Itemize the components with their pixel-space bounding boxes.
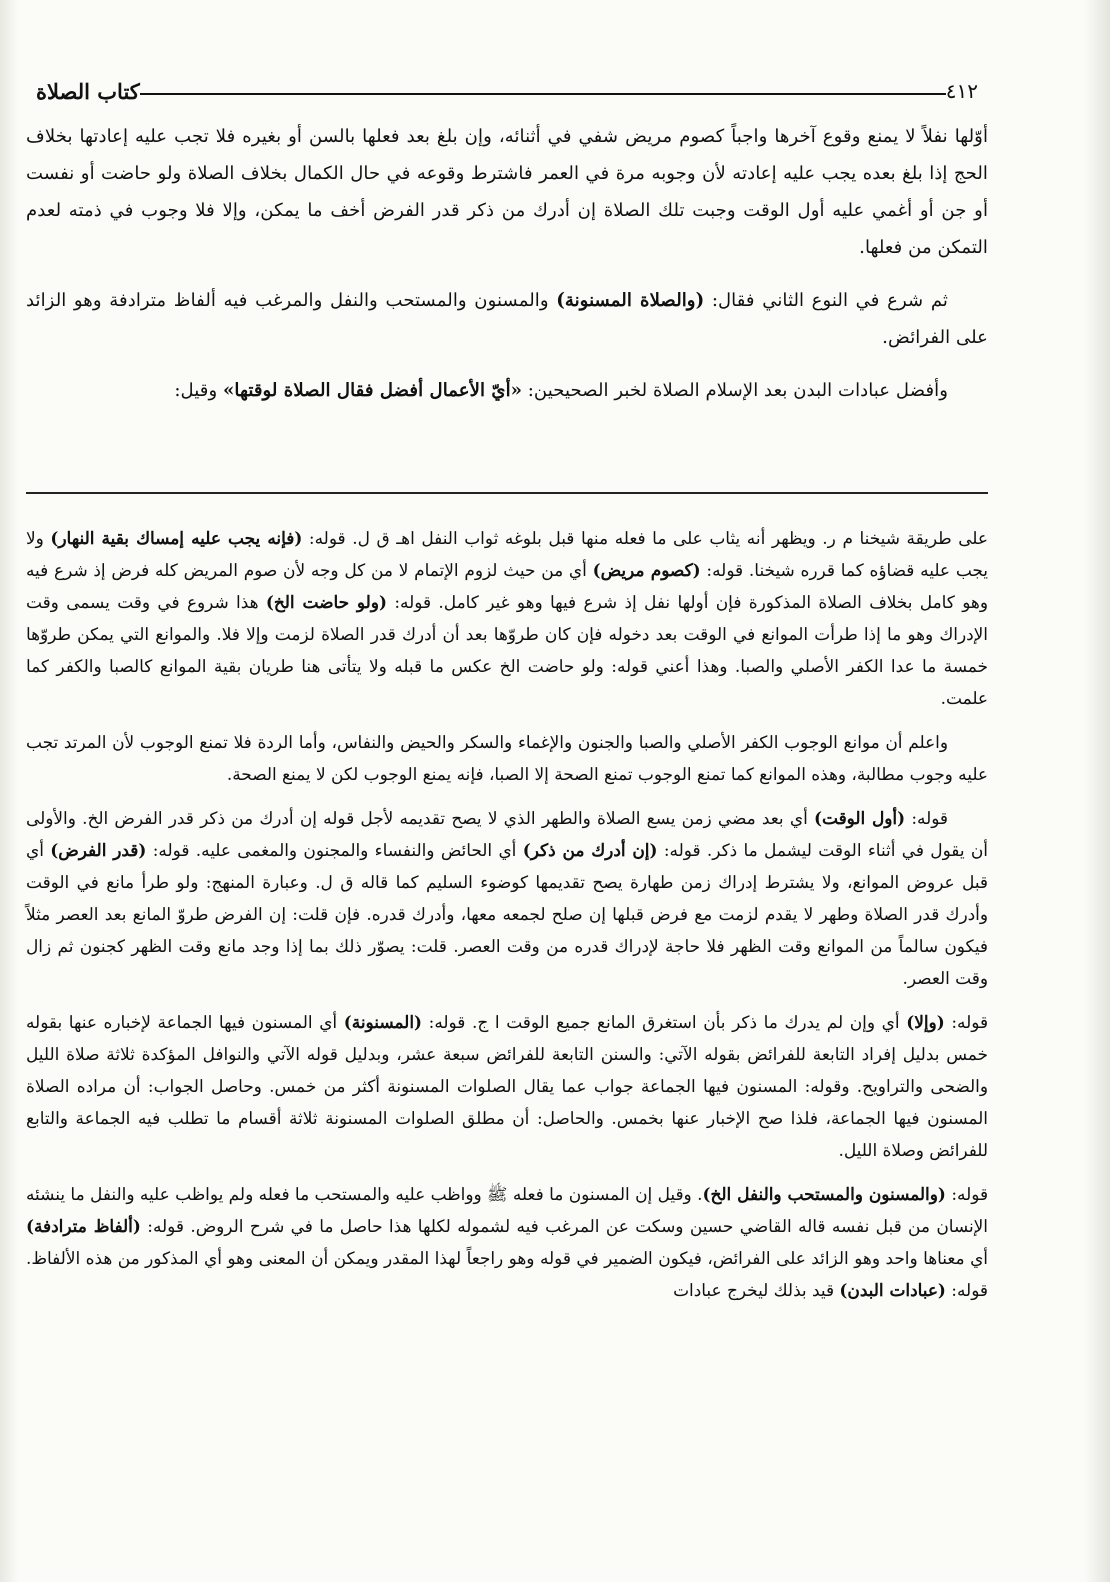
- bold-quote: (إن أدرك من ذكر): [522, 840, 658, 860]
- text-run: ثم شرع في النوع الثاني فقال:: [704, 290, 948, 311]
- text-run: أي من حيث لزوم الإتمام لا من كل وجه لأن صوم المريض كله فرض إذ شرع فيه وهو كامل بخلاف الصلاة المذكورة فإن أولها نفل إذ شرع فيها وهو غير كامل. قوله:: [26, 560, 988, 612]
- text-run: أي وإن لم يدرك ما ذكر بأن استغرق المانع جميع الوقت ا ج. قوله:: [422, 1012, 907, 1032]
- bold-quote: (ألفاظ مترادفة): [26, 1216, 141, 1236]
- bold-quote: (أول الوقت): [814, 808, 906, 828]
- commentary-paragraph-3: [26, 802, 988, 994]
- scan-edge-left: [0, 0, 18, 1582]
- page-number: ٤١٢: [945, 79, 978, 103]
- bold-quote: (عبادات البدن): [839, 1280, 946, 1300]
- text-run: أي المسنون فيها الجماعة لإخباره عنها بقوله خمس بدليل إفراد التابعة للفرائض بقوله الآتي: والسنن التابعة للفرائض سبعة عشر، وبدليل قوله الآتي والنوافل المؤكدة ثلاثة صلاة الليل والضحى والتراويح. وقوله: المسنون فيها الجماعة جواب عما يقال الصلوات المسنونة أكثر من خمس. وحاصل الجواب: أن مراده الصلاة المسنون فيها الجماعة، فلذا صح الإخبار عنها بخمس. والحاصل: أن مطلق الصلوات المسنونة ثلاثة أقسام ما تطلب فيه الجماعة والتابع للفرائض وصلاة الليل.: [26, 1012, 988, 1160]
- bold-quote: (والصلاة المسنونة): [556, 290, 705, 311]
- text-run: هذا شروع في وقت يسمى وقت الإدراك وهو ما إذا طرأت الموانع في الوقت بعد دخوله فإن كان طروّها بعد أن أدرك قدر الصلاة لزمت وإلا فلا. والموانع التي يمكن طروّها خمسة ما عدا الكفر الأصلي والصبا. وهذا أعني قوله: ولو حاضت الخ عكس ما قبله ولا يتأتى هنا طريان بقية الموانع كالصبا والكفر كما علمت.: [26, 592, 988, 708]
- bold-quote: (ولو حاضت الخ): [265, 592, 387, 612]
- text-run: أي قبل عروض الموانع، ولا يشترط إدراك زمن طهارة يصح تقديمها كوضوء السليم كما قاله ق ل. وعبارة المنهج: ولو طرأ مانع في الوقت وأدرك قدر الصلاة وطهر لا يقدم لزمت مع فرض قبلها إن صلح لجمعه معها، وأدرك قدره. فإن قلت: إن الفرض طروّ المانع بعد العصر مثلاً فيكون سالماً من الموانع وقت الظهر فلا حاجة لإدراك قدره من وقت العصر. قلت: يصوّر ذلك بما إذا وجد مانع وقت الظهر كجنون ثم زال وقت العصر.: [26, 840, 988, 988]
- bold-quote: (المسنونة): [343, 1012, 423, 1032]
- bold-quote: (والمسنون والمستحب والنفل الخ): [702, 1184, 946, 1204]
- main-paragraph-1: [26, 118, 988, 266]
- bold-quote: (قدر الفرض): [50, 840, 147, 860]
- text-run: وأفضل عبادات البدن بعد الإسلام الصلاة لخبر الصحيحين:: [522, 380, 948, 401]
- text-run: أي معناها واحد وهو الزائد على الفرائض، فيكون الضمير في قوله وهو راجعاً لهذا المقدر ويمكن أن المعنى وهو أي المذكور من هذه الألفاظ. قوله:: [26, 1248, 988, 1300]
- text-run: . وقيل إن المسنون ما فعله ﷺ وواظب عليه والمستحب ما فعله ولم يواظب عليه والنفل ما ينشئه الإنسان من قبل نفسه قاله القاضي حسين وسكت عن المرغب فيه لشموله لكلها هذا حاصل ما في شرح الروض. قوله:: [26, 1184, 988, 1236]
- bold-quote: «أيّ الأعمال أفضل فقال الصلاة لوقتها»: [223, 380, 523, 401]
- commentary-paragraph-5: [26, 1178, 988, 1306]
- text-run: قوله:: [905, 808, 949, 828]
- commentary-paragraph-1: [26, 522, 988, 714]
- text-run: وقيل:: [174, 380, 224, 401]
- text-run: أوّلها نفلاً لا يمنع وقوع آخرها واجباً كصوم مريض شفي في أثنائه، وإن بلغ بعد فعلها بالسن أو بغيره فلا تجب عليه إعادتها بخلاف الحج إذا بلغ بعده يجب عليه إعادته لأن وجوبه مرة في العمر فاشترط وقوعه في حال الكمال بخلاف الصلاة ولو حاضت أو نفست أو جن أو أغمي عليه أول الوقت وجبت تلك الصلاة إن أدرك من ذكر قدر الفرض أخف ما يمكن، وإلا فلا وجوب في ذمته لعدم التمكن من فعلها.: [26, 126, 988, 258]
- text-run: ولا يجب عليه قضاؤه كما قرره شيخنا. قوله:: [26, 528, 989, 580]
- commentary-paragraph-2: [26, 726, 988, 790]
- text-run: قيد بذلك ليخرج عبادات: [673, 1280, 840, 1300]
- text-run: قوله:: [945, 1184, 989, 1204]
- main-text: [26, 118, 988, 409]
- main-paragraph-3: [26, 372, 988, 409]
- commentary-notes: [26, 522, 988, 1306]
- text-run: واعلم أن موانع الوجوب الكفر الأصلي والصبا والجنون والإغماء والسكر والحيض والنفاس، وأما الردة فلا تمنع الوجوب لأن المرتد تجب عليه وجوب مطالبة، وهذه الموانع كما تمنع الوجوب تمنع الصحة إلا الصبا، فإنه يمنع الوجوب لكن لا يمنع الصحة.: [26, 732, 988, 784]
- footnote-divider: [26, 492, 988, 494]
- bold-quote: (كصوم مريض): [592, 560, 701, 580]
- commentary-paragraph-4: [26, 1006, 988, 1166]
- text-run: أي بعد مضي زمن يسع الصلاة والطهر الذي لا يصح تقديمه لأجل قوله إن أدرك من ذكر قدر الفرض الخ. والأولى أن يقول في أثناء الوقت ليشمل ما ذكر. قوله:: [26, 808, 989, 860]
- header-rule: [140, 93, 946, 95]
- bold-quote: (فإنه يجب عليه إمساك بقية النهار): [50, 528, 303, 548]
- text-run: على طريقة شيخنا م ر. ويظهر أنه يثاب على ما فعله منها قبل بلوغه ثواب النفل اهـ ق ل. قوله:: [302, 528, 988, 548]
- scan-edge-right: [1084, 0, 1110, 1582]
- text-run: والمسنون والمستحب والنفل والمرغب فيه ألفاظ مترادفة وهو الزائد على الفرائض.: [26, 290, 988, 348]
- text-run: أي الحائض والنفساء والمجنون والمغمى عليه. قوله:: [146, 840, 523, 860]
- running-header: [26, 76, 988, 106]
- text-run: قوله:: [944, 1012, 989, 1032]
- main-paragraph-2: [26, 282, 988, 356]
- bold-quote: (وإلا): [906, 1012, 945, 1032]
- chapter-title: كتاب الصلاة: [36, 78, 140, 104]
